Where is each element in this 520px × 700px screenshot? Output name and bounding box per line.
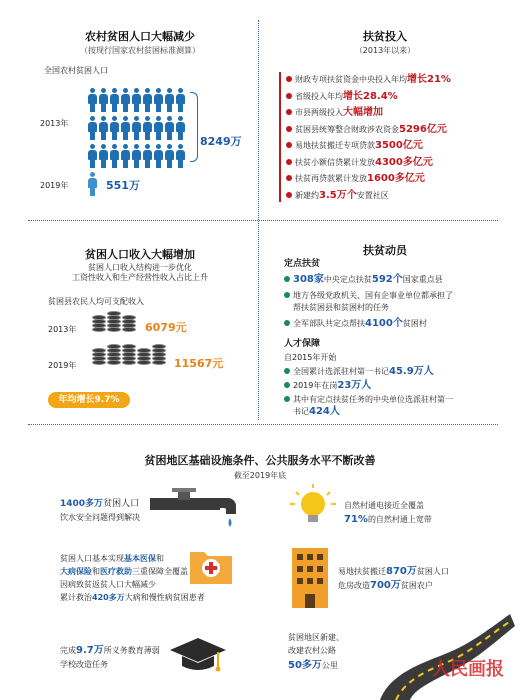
investment-list-item: 贫困县统筹整合财政涉农资金5296亿元	[286, 124, 447, 136]
investment-list-item: 市县两级投入大幅增加	[286, 107, 383, 119]
investment-list-item: 省级投入年均增长28.4%	[286, 91, 398, 103]
person-icon	[165, 116, 174, 140]
bullet-icon	[286, 109, 292, 115]
person-icon	[121, 116, 130, 140]
graduation-cap-icon	[170, 636, 226, 672]
person-icon	[88, 172, 97, 196]
people-row-2013-a	[88, 88, 185, 112]
sec4-line1: 308家中央定点扶贫592个国家重点县	[284, 274, 509, 285]
bracket-2013	[190, 92, 198, 162]
coins-2019	[92, 345, 166, 365]
investment-list-item: 易地扶贫搬迁专项贷款3500亿元	[286, 140, 423, 152]
person-icon	[110, 88, 119, 112]
coin-stack-icon	[137, 349, 151, 365]
sec4-line5: 2019年在岗23万人	[284, 380, 509, 391]
sec3-row1-year: 2013年	[48, 325, 77, 334]
sec1-row2-value: 551万	[106, 179, 140, 192]
school-line2: 学校改造任务	[60, 660, 108, 669]
sec1-subtitle: （按现行国家农村贫困标准测算）	[80, 46, 200, 55]
person-icon	[176, 88, 185, 112]
bullet-icon	[286, 175, 292, 181]
road-line3: 50多万公里	[288, 660, 338, 671]
medical-line2: 大病保险和医疗救助三重保障全覆盖	[60, 567, 188, 576]
sec4-line2b: 帮扶贫困县和贫困村的任务	[293, 303, 389, 312]
medical-line4: 累计救治420多万大病和慢性病贫困患者	[60, 593, 205, 602]
person-icon	[121, 144, 130, 168]
house-line2: 危房改造700万贫困农户	[338, 580, 433, 591]
sec3-line1: 贫困人口收入结构进一步优化	[88, 263, 192, 272]
bullet-icon	[284, 292, 290, 298]
sec4-line4: 全国累计选派驻村第一书记45.9万人	[284, 366, 509, 377]
sec4-line6b: 书记424人	[293, 406, 340, 417]
coin-stack-icon	[122, 316, 136, 332]
sec4-line2a: 地方各级党政机关、国有企事业单位都承担了	[284, 290, 509, 301]
people-row-2013-c	[88, 144, 185, 168]
sec4-title: 扶贫动员	[363, 244, 407, 257]
bullet-icon	[286, 76, 292, 82]
water-line1: 1400多万贫困人口	[60, 499, 140, 509]
bullet-icon	[286, 159, 292, 165]
bullet-icon	[284, 396, 290, 402]
sec3-row2-value: 11567元	[174, 357, 224, 370]
person-icon	[154, 116, 163, 140]
school-line1: 完成9.7万所义务教育薄弱	[60, 645, 160, 656]
coin-stack-icon	[152, 345, 166, 365]
person-icon	[88, 116, 97, 140]
sec1-title: 农村贫困人口大幅减少	[85, 30, 195, 43]
power-line2: 71%的自然村通上宽带	[344, 514, 432, 525]
sec4-line6a: 其中有定点扶贫任务的中央单位选派驻村第一	[284, 394, 509, 405]
water-line2: 饮水安全问题得到解决	[60, 513, 140, 522]
sec3-row2-year: 2019年	[48, 361, 77, 370]
person-icon	[88, 88, 97, 112]
sec3-title: 贫困人口收入大幅增加	[85, 248, 195, 261]
person-icon	[143, 116, 152, 140]
person-icon	[88, 144, 97, 168]
sec1-label: 全国农村贫困人口	[44, 66, 108, 75]
power-line1: 自然村通电接近全覆盖	[344, 501, 424, 510]
medical-line1: 贫困人口基本实现基本医保和	[60, 554, 164, 563]
lightbulb-icon	[288, 484, 338, 530]
bullet-icon	[286, 192, 292, 198]
person-icon	[176, 144, 185, 168]
person-icon	[165, 144, 174, 168]
road-line1: 贫困地区新建、	[288, 633, 344, 642]
building-icon	[290, 548, 330, 608]
sec1-row2-year: 2019年	[40, 181, 69, 190]
sec2-accent-line	[279, 72, 281, 202]
person-icon	[154, 88, 163, 112]
faucet-icon	[150, 488, 240, 528]
person-icon	[132, 116, 141, 140]
sec4-line3: 全军部队共定点帮扶4100个贫困村	[284, 318, 509, 329]
sec4-sub2: 人才保障	[284, 339, 321, 349]
sec4-sub1: 定点扶贫	[284, 259, 321, 269]
coin-stack-icon	[92, 349, 106, 365]
person-icon	[143, 88, 152, 112]
growth-pill: 年均增长9.7%	[48, 392, 130, 408]
person-icon	[99, 144, 108, 168]
coin-stack-icon	[107, 312, 121, 332]
divider-horizontal-1	[28, 220, 498, 221]
house-line1: 易地扶贫搬迁870万贫困人口	[338, 566, 449, 577]
watermark-sub: ChinaPictorial	[430, 685, 485, 694]
coin-stack-icon	[122, 345, 136, 365]
bullet-icon	[284, 382, 290, 388]
sec1-row1-year: 2013年	[40, 119, 69, 128]
road-line2: 改建农村公路	[288, 646, 336, 655]
person-icon	[132, 88, 141, 112]
sec5-subtitle: 截至2019年底	[233, 471, 287, 480]
people-row-2013-b	[88, 116, 185, 140]
bullet-icon	[284, 320, 290, 326]
bullet-icon	[286, 142, 292, 148]
investment-list-item: 新建约3.5万个安置社区	[286, 190, 389, 202]
sec2-title: 扶贫投入	[363, 30, 407, 43]
investment-list-item: 财政专项扶贫资金中央投入年均增长21%	[286, 74, 451, 86]
sec3-row1-value: 6079元	[145, 321, 187, 334]
person-icon	[110, 116, 119, 140]
bullet-icon	[286, 126, 292, 132]
person-icon	[165, 88, 174, 112]
coin-stack-icon	[107, 345, 121, 365]
sec3-label: 贫困县农民人均可支配收入	[48, 297, 144, 306]
sec2-subtitle: （2013年以来）	[354, 46, 416, 55]
medical-folder-icon	[190, 548, 232, 584]
investment-list-item: 扶贫小额信贷累计发放4300多亿元	[286, 157, 433, 169]
bullet-icon	[286, 93, 292, 99]
coins-2013	[92, 312, 136, 332]
sec1-row1-value: 8249万	[200, 135, 242, 148]
sec5-title: 贫困地区基础设施条件、公共服务水平不断改善	[144, 454, 376, 467]
sec3-line2: 工资性收入和生产经营性收入占比上升	[72, 273, 208, 282]
watermark-brand: 人民画报	[432, 659, 504, 680]
sec4-since: 自2015年开始	[284, 353, 337, 362]
coin-stack-icon	[92, 316, 106, 332]
person-icon	[121, 88, 130, 112]
medical-line3: 因病致贫返贫人口大幅减少	[60, 580, 156, 589]
person-icon	[176, 116, 185, 140]
people-row-2019	[88, 172, 97, 196]
bullet-icon	[284, 276, 290, 282]
person-icon	[99, 116, 108, 140]
person-icon	[132, 144, 141, 168]
person-icon	[110, 144, 119, 168]
investment-list-item: 扶贫再贷款累计发放1600多亿元	[286, 173, 425, 185]
person-icon	[143, 144, 152, 168]
person-icon	[154, 144, 163, 168]
bullet-icon	[284, 368, 290, 374]
person-icon	[99, 88, 108, 112]
divider-horizontal-2	[28, 424, 498, 425]
